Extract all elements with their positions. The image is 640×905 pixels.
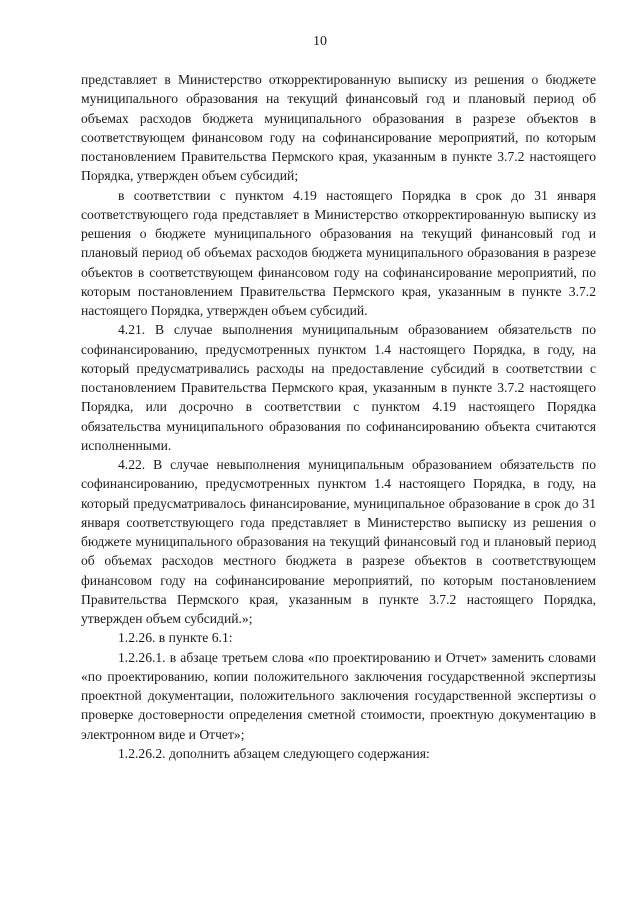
paragraph-1-2-26-2: 1.2.26.2. дополнить абзацем следующего содержания: [118,745,430,761]
page-number: 10 [313,34,327,49]
paragraph-4-21: 4.21. В случае выполнения муниципальным образованием обязательств по софинансированию, предусмотренных пунктом 1.4 настоящего Порядка, в году, на который предусматривались расходы на предоставление субсидий в соответствии с постановлением Правительства Пермского края, указанным в пункте 3.7.2 настоящего Порядка, или досрочно в соответствии с пунктом 4.19 настоящего Порядка обязательства муниципального образования по софинансированию объекта считаются исполненными. [81,322,596,453]
paragraph: представляет в Министерство откорректированную выписку из решения о бюджете муниципального образования на текущий финансовый год и плановый период об объемах расходов бюджета муниципального образования в разрезе объектов в соответствующем финансовом году на софинансирование мероприятий, по которым постановлением Правительства Пермского края, указанным в пункте 3.7.2 настоящего Порядка, утвержден объем субсидий; [81,72,596,184]
paragraph: в соответствии с пунктом 4.19 настоящего Порядка в срок до 31 января соответствующего года представляет в Министерство откорректированную выписку из решения о бюджете муниципального образования на текущий финансовый год и плановый период об объемах расходов бюджета муниципального образования в разрезе объектов в соответствующем финансовом году на софинансирование мероприятий, по которым постановлением Правительства Пермского края, указанным в пункте 3.7.2 настоящего Порядка, утвержден объем субсидий. [81,187,596,318]
paragraph-4-22: 4.22. В случае невыполнения муниципальным образованием обязательств по софинансированию, предусмотренных пунктом 1.4 настоящего Порядка, в году, на который предусматривалось финансирование, муниципальное образование в срок до 31 января соответствующего года представляет в Министерство выписку из решения о бюджете муниципального образования на текущий финансовый год и плановый период об объемах расходов местного бюджета в разрезе объектов в соответствующем финансовом году на софинансирование мероприятий, по которым постановлением Правительства Пермского края, указанным в пункте 3.7.2 настоящего Порядка, утвержден объем субсидий.»; [81,457,596,626]
document-body [81,70,596,763]
paragraph-1-2-26: 1.2.26. в пункте 6.1: [118,630,233,646]
paragraph-1-2-26-1: 1.2.26.1. в абзаце третьем слова «по проектированию и Отчет» заменить словами «по проектированию, копии положительного заключения государственной экспертизы проектной документации, положительного заключения государственной экспертизы о проверке достоверности определения сметной стоимости, проектную документацию в электронном виде и Отчет»; [81,649,596,742]
